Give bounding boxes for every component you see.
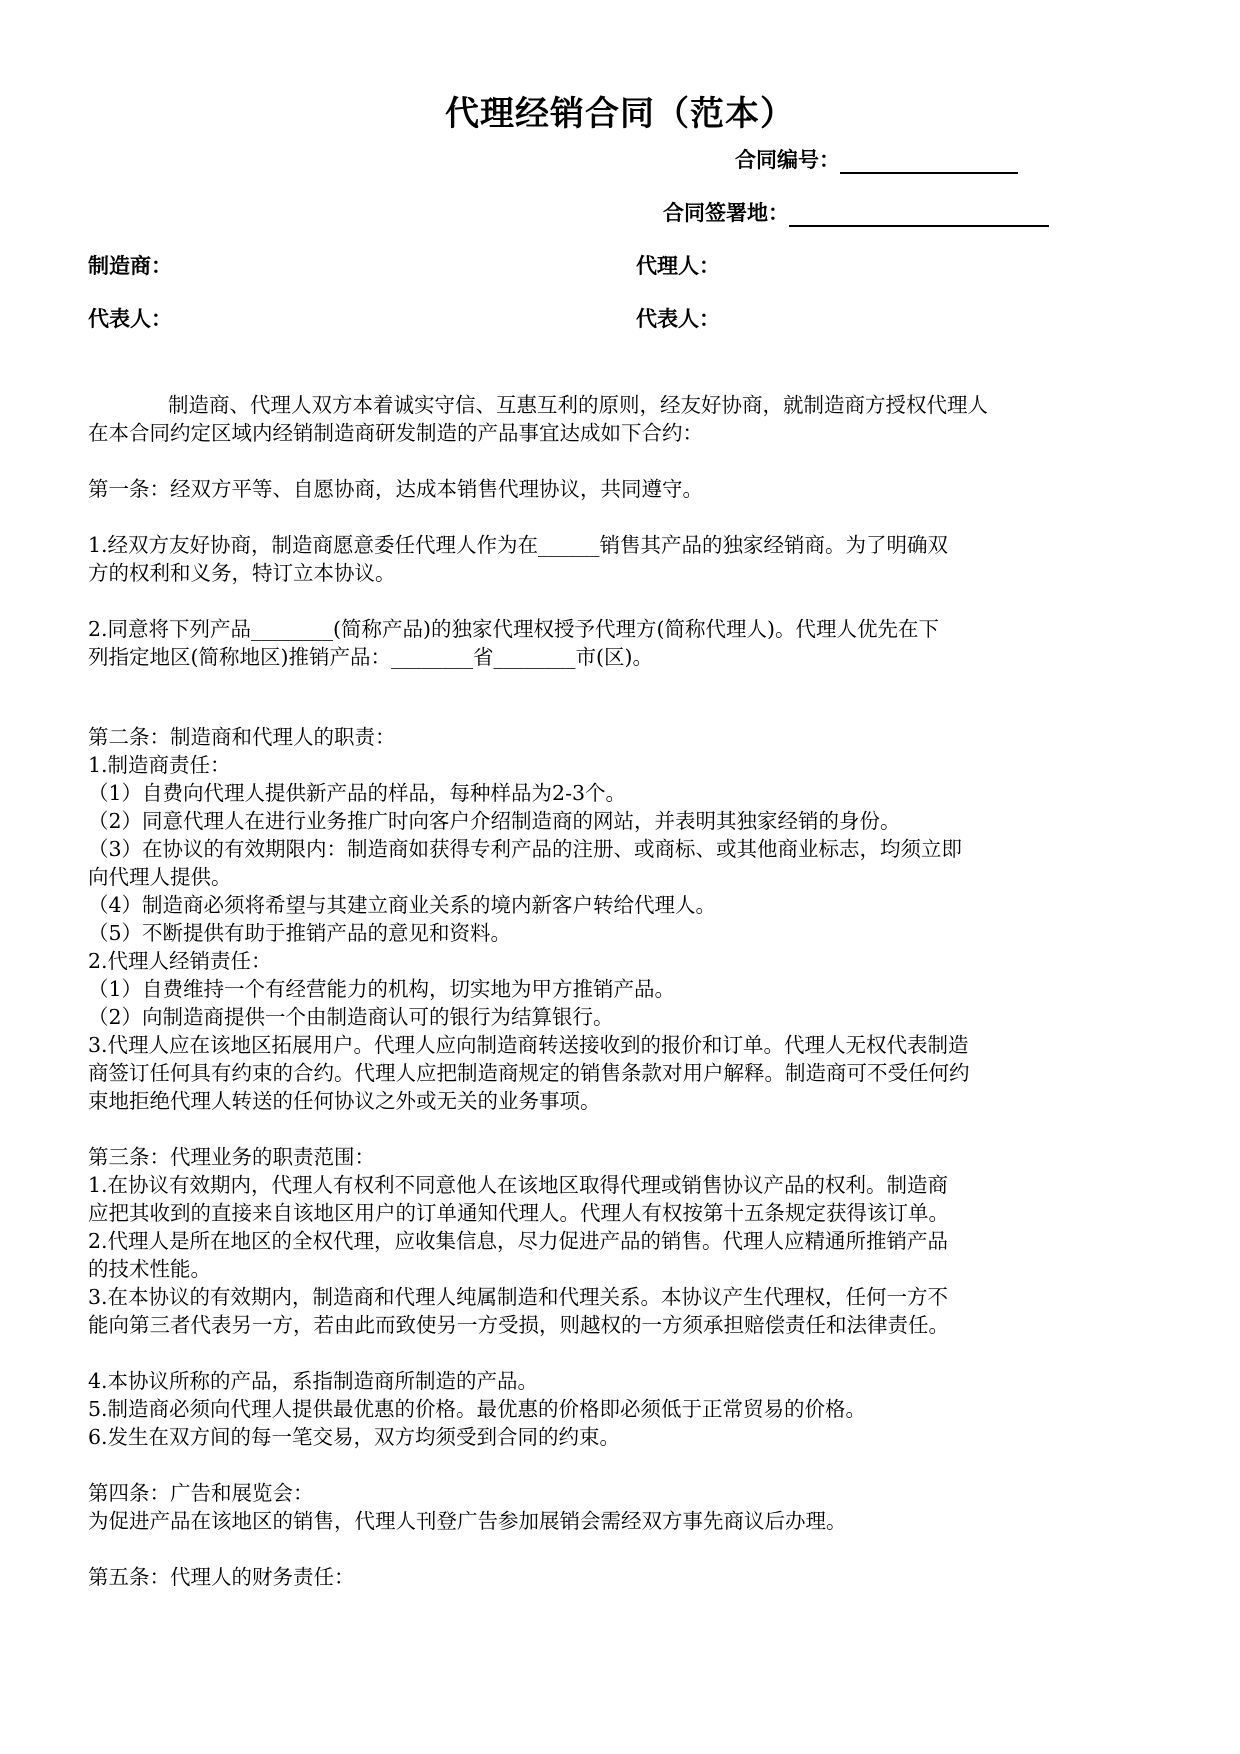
article-3-line: 能向第三者代表另一方，若由此而致使另一方受损，则越权的一方须承担赔偿责任和法律责任。 xyxy=(88,1313,949,1337)
article-1-item-2: 列指定地区(简称地区)推销产品：________省________市(区)。 xyxy=(88,645,653,669)
article-2-line: （2）向制造商提供一个由制造商认可的银行为结算银行。 xyxy=(88,1005,614,1029)
manufacturer-label: 制造商： xyxy=(88,254,172,278)
article-2-line: 向代理人提供。 xyxy=(88,865,232,889)
article-2-line: （1）自费维持一个有经营能力的机构，切实地为甲方推销产品。 xyxy=(88,977,676,1001)
article-2-line: （2）同意代理人在进行业务推广时向客户介绍制造商的网站，并表明其独家经销的身份。 xyxy=(88,809,901,833)
contract-body xyxy=(88,391,1158,1591)
contract-number-label: 合同编号： xyxy=(735,148,840,172)
sign-place-blank[interactable] xyxy=(789,203,1049,227)
article-1-title: 第一条：经双方平等、自愿协商，达成本销售代理协议，共同遵守。 xyxy=(88,477,703,501)
article-2-title: 第二条：制造商和代理人的职责： xyxy=(88,725,396,749)
sign-place-row xyxy=(663,197,1049,227)
article-3-line: 的技术性能。 xyxy=(88,1257,211,1281)
intro-line: 制造商、代理人双方本着诚实守信、互惠互利的原则，经友好协商，就制造商方授权代理人 xyxy=(168,393,988,417)
article-3-line: 5.制造商必须向代理人提供最优惠的价格。最优惠的价格即必须低于正常贸易的价格。 xyxy=(88,1397,867,1421)
article-2-line: （1）自费向代理人提供新产品的样品，每种样品为2-3个。 xyxy=(88,781,627,805)
contract-number-blank[interactable] xyxy=(840,150,1018,174)
article-2-line: 3.代理人应在该地区拓展用户。代理人应向制造商转送接收到的报价和订单。代理人无权代表制造 xyxy=(88,1033,969,1057)
article-2-line: 2.代理人经销责任： xyxy=(88,949,272,973)
sign-place-label: 合同签署地： xyxy=(663,201,789,225)
article-3-line: 3.在本协议的有效期内，制造商和代理人纯属制造和代理关系。本协议产生代理权，任何一方不 xyxy=(88,1285,949,1309)
manufacturer-representative-label: 代表人： xyxy=(88,307,172,331)
article-2-line: （3）在协议的有效期限内：制造商如获得专利产品的注册、或商标、或其他商业标志，均须立即 xyxy=(88,837,963,861)
article-1-item-1: 1.经双方友好协商，制造商愿意委任代理人作为在______销售其产品的独家经销商。为了明确双 xyxy=(88,533,949,557)
article-3-line: 4.本协议所称的产品，系指制造商所制造的产品。 xyxy=(88,1369,539,1393)
article-4-title: 第四条：广告和展览会： xyxy=(88,1481,314,1505)
article-3-line: 应把其收到的直接来自该地区用户的订单通知代理人。代理人有权按第十五条规定获得该订单。 xyxy=(88,1201,949,1225)
article-2-line: （5）不断提供有助于推销产品的意见和资料。 xyxy=(88,921,512,945)
article-3-title: 第三条：代理业务的职责范围： xyxy=(88,1145,375,1169)
article-2-line: 束地拒绝代理人转送的任何协议之外或无关的业务事项。 xyxy=(88,1089,601,1113)
article-2-line: 商签订任何具有约束的合约。代理人应把制造商规定的销售条款对用户解释。制造商可不受任何约 xyxy=(88,1061,970,1085)
article-1-item-1: 方的权利和义务，特订立本协议。 xyxy=(88,561,396,585)
document-title: 代理经销合同（范本） xyxy=(445,94,795,134)
article-5-title: 第五条：代理人的财务责任： xyxy=(88,1565,355,1589)
article-3-line: 2.代理人是所在地区的全权代理，应收集信息，尽力促进产品的销售。代理人应精通所推销产品 xyxy=(88,1229,949,1253)
article-1-item-2: 2.同意将下列产品________(简称产品)的独家代理权授予代理方(简称代理人)。代理人优先在下 xyxy=(88,617,940,641)
intro-line: 在本合同约定区域内经销制造商研发制造的产品事宜达成如下合约： xyxy=(88,421,703,445)
article-4-line: 为促进产品在该地区的销售，代理人刊登广告参加展销会需经双方事先商议后办理。 xyxy=(88,1509,847,1533)
article-2-line: 1.制造商责任： xyxy=(88,753,231,777)
contract-number-row xyxy=(735,144,1018,174)
agent-label: 代理人： xyxy=(636,254,720,278)
article-2-line: （4）制造商必须将希望与其建立商业关系的境内新客户转给代理人。 xyxy=(88,893,717,917)
article-3-line: 6.发生在双方间的每一笔交易，双方均须受到合同的约束。 xyxy=(88,1425,621,1449)
article-3-line: 1.在协议有效期内，代理人有权利不同意他人在该地区取得代理或销售协议产品的权利。制造商 xyxy=(88,1173,949,1197)
agent-representative-label: 代表人： xyxy=(636,307,720,331)
